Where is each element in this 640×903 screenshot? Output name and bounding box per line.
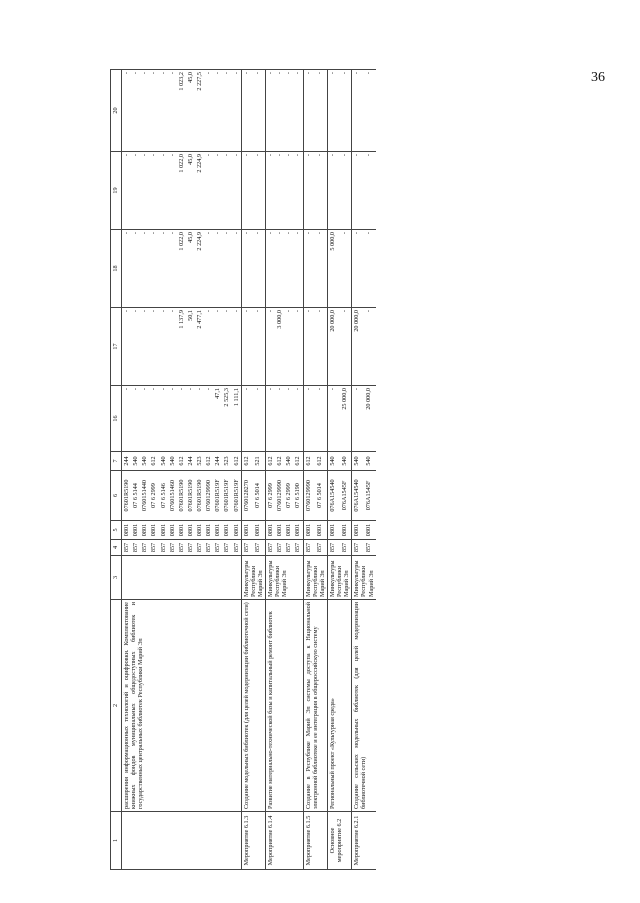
cell-c4: 857 [213,540,222,556]
cell-c5: 0801 [122,521,132,540]
cell-c7: 244 [122,452,132,471]
cell-c3: Минкультуры Республики Марий Эл [241,556,265,600]
cell-c17: - [303,308,315,386]
cell-c19: - [364,152,376,230]
cell-c5: 0801 [195,521,204,540]
cell-c16: - [315,386,327,452]
col-header: 4 [111,540,122,556]
cell-c7: 612 [241,452,253,471]
cell-c19: - [253,152,265,230]
cell-c20: - [131,70,140,152]
cell-c18: - [293,230,303,308]
cell-c5: 0801 [213,521,222,540]
cell-c18: - [303,230,315,308]
cell-c18: - [204,230,213,308]
cell-c17: - [241,308,253,386]
cell-c6: 07 6 5190 [293,471,303,521]
cell-c5: 0801 [222,521,231,540]
cell-c6: 07601R5190 [122,471,132,521]
cell-c4: 857 [159,540,168,556]
cell-c17: - [340,308,352,386]
cell-c6: 076A1545F [364,471,376,521]
cell-c17: - [253,308,265,386]
col-header: 2 [111,600,122,812]
cell-c5: 0801 [177,521,186,540]
cell-c16: - [168,386,177,452]
cell-c3: Минкультуры Республики Марий Эл [266,556,304,600]
cell-c19: - [131,152,140,230]
cell-c20: 2 227,5 [195,70,204,152]
cell-c4: 857 [340,540,352,556]
cell-c5: 0801 [241,521,253,540]
cell-c7: 612 [149,452,158,471]
cell-c16: 2 525,3 [222,386,231,452]
cell-c16: - [204,386,213,452]
cell-c4: 857 [327,540,339,556]
cell-c7: 612 [315,452,327,471]
budget-table [110,69,376,870]
cell-c17: - [168,308,177,386]
cell-c5: 0801 [364,521,376,540]
cell-c20: - [340,70,352,152]
cell-c5: 0801 [275,521,284,540]
cell-c6: 07601R5190 [195,471,204,521]
cell-c7: 523 [195,452,204,471]
cell-c16: - [352,386,364,452]
cell-c7: 540 [327,452,339,471]
cell-c3: Минкультуры Республики Марий Эл [352,556,376,600]
cell-c16: 47,1 [213,386,222,452]
cell-c20: - [303,70,315,152]
table-row [122,70,132,870]
col-header: 5 [111,521,122,540]
cell-c20: - [222,70,231,152]
cell-c17: - [204,308,213,386]
cell-c17: - [122,308,132,386]
table-body [122,70,376,870]
cell-c18: - [253,230,265,308]
cell-c4: 857 [122,540,132,556]
cell-c19: - [275,152,284,230]
cell-c17: - [149,308,158,386]
cell-c6: 07601R519F [213,471,222,521]
cell-c16: 25 000,0 [340,386,352,452]
cell-c4: 857 [204,540,213,556]
col-header: 20 [111,70,122,152]
cell-c5: 0801 [327,521,339,540]
cell-c7: 612 [303,452,315,471]
cell-c18: - [213,230,222,308]
cell-c20: 45,0 [186,70,195,152]
cell-c4: 857 [177,540,186,556]
cell-c19: 1 022,0 [177,152,186,230]
col-header: 17 [111,308,122,386]
cell-c20: - [315,70,327,152]
cell-c7: 540 [284,452,293,471]
cell-c4: 857 [253,540,265,556]
cell-c5: 0801 [315,521,327,540]
cell-c16: - [131,386,140,452]
cell-c7: 540 [352,452,364,471]
cell-c6: 07601R5190 [186,471,195,521]
cell-c19: - [303,152,315,230]
cell-c6: 07 6 5144 [131,471,140,521]
cell-c19: - [284,152,293,230]
cell-c19: - [222,152,231,230]
cell-c6: 076A1545F [340,471,352,521]
cell-c5: 0801 [303,521,315,540]
cell-c7: 612 [204,452,213,471]
rotated-table-container [110,70,590,870]
cell-c6: 076A154540 [327,471,339,521]
cell-c18: - [241,230,253,308]
cell-c7: 540 [364,452,376,471]
cell-c17: - [293,308,303,386]
cell-c3: Минкультуры Республики Марий Эл [303,556,327,600]
cell-c18: - [275,230,284,308]
page-number: 36 [591,70,605,85]
col-header: 1 [111,812,122,870]
col-header: 18 [111,230,122,308]
cell-c18: - [222,230,231,308]
cell-c2: Региональный проект «Культурная среда» [327,600,351,812]
cell-c18: - [266,230,276,308]
cell-c19: - [315,152,327,230]
cell-c1: Мероприятие 6.1.5 [303,812,327,870]
table-row [241,70,253,870]
cell-c1: Мероприятие 6.2.1 [352,812,376,870]
cell-c18: 45,0 [186,230,195,308]
cell-c18: - [168,230,177,308]
cell-c18: - [352,230,364,308]
cell-c5: 0801 [293,521,303,540]
cell-c5: 0801 [204,521,213,540]
cell-c18: - [364,230,376,308]
cell-c4: 857 [131,540,140,556]
cell-c20: - [159,70,168,152]
cell-c16: - [303,386,315,452]
cell-c18: - [340,230,352,308]
cell-c4: 857 [168,540,177,556]
cell-c4: 857 [232,540,242,556]
cell-c6: 0760128270 [241,471,253,521]
cell-c19: - [213,152,222,230]
cell-c4: 857 [352,540,364,556]
cell-c17: - [266,308,276,386]
cell-c20: - [364,70,376,152]
cell-c7: 523 [222,452,231,471]
table-row [327,70,339,870]
cell-c16: - [327,386,339,452]
cell-c20: - [241,70,253,152]
cell-c7: 244 [213,452,222,471]
cell-c7: 244 [186,452,195,471]
cell-c17: 20 000,0 [327,308,339,386]
cell-c3 [122,556,242,600]
cell-c17: 3 000,0 [275,308,284,386]
cell-c6: 07 6 2999 [266,471,276,521]
cell-c19: - [149,152,158,230]
cell-c18: - [284,230,293,308]
cell-c6: 0760151460 [168,471,177,521]
cell-c5: 0801 [140,521,149,540]
table-row [352,70,364,870]
cell-c1 [122,812,242,870]
cell-c17: 20 000,0 [352,308,364,386]
cell-c20: - [122,70,132,152]
cell-c4: 857 [284,540,293,556]
cell-c19: - [352,152,364,230]
cell-c17: - [159,308,168,386]
cell-c5: 0801 [352,521,364,540]
cell-c2: Создание сельских модельных библиотек (для целей модернизации библиотечной сети) [352,600,376,812]
cell-c6: 0760151440 [140,471,149,521]
cell-c18: - [149,230,158,308]
cell-c20: - [275,70,284,152]
cell-c7: 540 [340,452,352,471]
cell-c19: - [232,152,242,230]
cell-c5: 0801 [168,521,177,540]
cell-c16: - [266,386,276,452]
col-header: 19 [111,152,122,230]
cell-c19: - [204,152,213,230]
cell-c20: 1 023,2 [177,70,186,152]
cell-c1: Основное мероприятие 6.2 [327,812,351,870]
cell-c19: - [327,152,339,230]
cell-c18: - [315,230,327,308]
cell-c7: 540 [168,452,177,471]
cell-c20: - [213,70,222,152]
cell-c1: Мероприятие 6.1.4 [266,812,304,870]
cell-c6: 07 6 5014 [315,471,327,521]
cell-c7: 540 [131,452,140,471]
cell-c16: - [149,386,158,452]
cell-c17: - [364,308,376,386]
cell-c16: - [293,386,303,452]
col-header: 6 [111,471,122,521]
cell-c7: 612 [177,452,186,471]
cell-c19: - [159,152,168,230]
cell-c6: 07601R519F [222,471,231,521]
cell-c7: 540 [159,452,168,471]
cell-c18: 5 000,0 [327,230,339,308]
cell-c17: 1 137,9 [177,308,186,386]
cell-c2: Создание модельных библиотек (для целей модернизации библиотечной сети) [241,600,265,812]
cell-c18: - [122,230,132,308]
cell-c7: 612 [266,452,276,471]
cell-c7: 540 [140,452,149,471]
cell-c6: 076A154540 [352,471,364,521]
cell-c6: 07601R519F [232,471,242,521]
cell-c19: 2 224,9 [195,152,204,230]
table-row [266,70,276,870]
cell-c16: - [284,386,293,452]
table-row [303,70,315,870]
cell-c20: - [149,70,158,152]
cell-c17: - [213,308,222,386]
cell-c20: - [253,70,265,152]
cell-c7: 612 [275,452,284,471]
cell-c20: - [168,70,177,152]
cell-c20: - [327,70,339,152]
cell-c6: 07 6 2999 [149,471,158,521]
cell-c2: Создание в Республике Марий Эл системы доступа к Национальной электронной библиотеке и ее интеграция в общероссийскую систему [303,600,327,812]
cell-c5: 0801 [149,521,158,540]
cell-c17: - [284,308,293,386]
cell-c19: - [266,152,276,230]
cell-c20: - [293,70,303,152]
col-header: 3 [111,556,122,600]
cell-c4: 857 [293,540,303,556]
cell-c16: - [241,386,253,452]
cell-c17: - [232,308,242,386]
cell-c16: - [140,386,149,452]
col-header: 7 [111,452,122,471]
cell-c7: 612 [293,452,303,471]
cell-c17: - [140,308,149,386]
cell-c4: 857 [186,540,195,556]
cell-c16: - [275,386,284,452]
cell-c4: 857 [140,540,149,556]
cell-c4: 857 [315,540,327,556]
cell-c20: - [232,70,242,152]
cell-c18: 1 022,0 [177,230,186,308]
cell-c20: - [266,70,276,152]
cell-c16: - [159,386,168,452]
cell-c4: 857 [266,540,276,556]
cell-c6: 0760129990 [275,471,284,521]
cell-c18: - [232,230,242,308]
cell-c20: - [284,70,293,152]
cell-c17: - [222,308,231,386]
cell-c4: 857 [222,540,231,556]
cell-c19: - [340,152,352,230]
cell-c20: - [140,70,149,152]
cell-c4: 857 [275,540,284,556]
cell-c5: 0801 [159,521,168,540]
cell-c18: - [159,230,168,308]
cell-c5: 0801 [186,521,195,540]
cell-c6: 07 6 5014 [253,471,265,521]
cell-c6: 07601R5190 [177,471,186,521]
cell-c4: 857 [241,540,253,556]
cell-c17: 2 477,1 [195,308,204,386]
cell-c4: 857 [364,540,376,556]
cell-c5: 0801 [284,521,293,540]
cell-c6: 0760129990 [204,471,213,521]
cell-c4: 857 [149,540,158,556]
col-header: 16 [111,386,122,452]
cell-c3: Минкультуры Республики Марий Эл [327,556,351,600]
cell-c2: Развитие материально-технической базы и капитальный ремонт библиотек [266,600,304,812]
cell-c20: - [352,70,364,152]
cell-c5: 0801 [253,521,265,540]
cell-c18: 2 224,9 [195,230,204,308]
cell-c18: - [140,230,149,308]
header-row [111,70,122,870]
cell-c4: 857 [195,540,204,556]
cell-c5: 0801 [131,521,140,540]
cell-c5: 0801 [232,521,242,540]
cell-c19: - [140,152,149,230]
cell-c6: 07 6 5146 [159,471,168,521]
cell-c19: - [168,152,177,230]
cell-c16: - [195,386,204,452]
cell-c19: - [122,152,132,230]
cell-c19: 45,0 [186,152,195,230]
cell-c20: - [204,70,213,152]
cell-c16: - [177,386,186,452]
cell-c1: Мероприятие 6.1.3 [241,812,265,870]
cell-c16: 20 000,0 [364,386,376,452]
cell-c6: 07 6 2999 [284,471,293,521]
cell-c6: 0760129990 [303,471,315,521]
cell-c2: расширения информационных технологий и оцифровки. Комплектование книжных фондов муниципальных общедоступных библиотек и государственных центральных библиотек Республики Марий Эл [122,600,242,812]
cell-c17: - [315,308,327,386]
cell-c5: 0801 [266,521,276,540]
cell-c16: - [122,386,132,452]
cell-c18: - [131,230,140,308]
cell-c4: 857 [303,540,315,556]
table-header [111,70,122,870]
cell-c17: - [131,308,140,386]
cell-c17: 50,1 [186,308,195,386]
cell-c19: - [241,152,253,230]
cell-c7: 612 [232,452,242,471]
cell-c7: 521 [253,452,265,471]
cell-c19: - [293,152,303,230]
cell-c16: - [253,386,265,452]
cell-c16: - [186,386,195,452]
cell-c5: 0801 [340,521,352,540]
cell-c16: 1 111,1 [232,386,242,452]
